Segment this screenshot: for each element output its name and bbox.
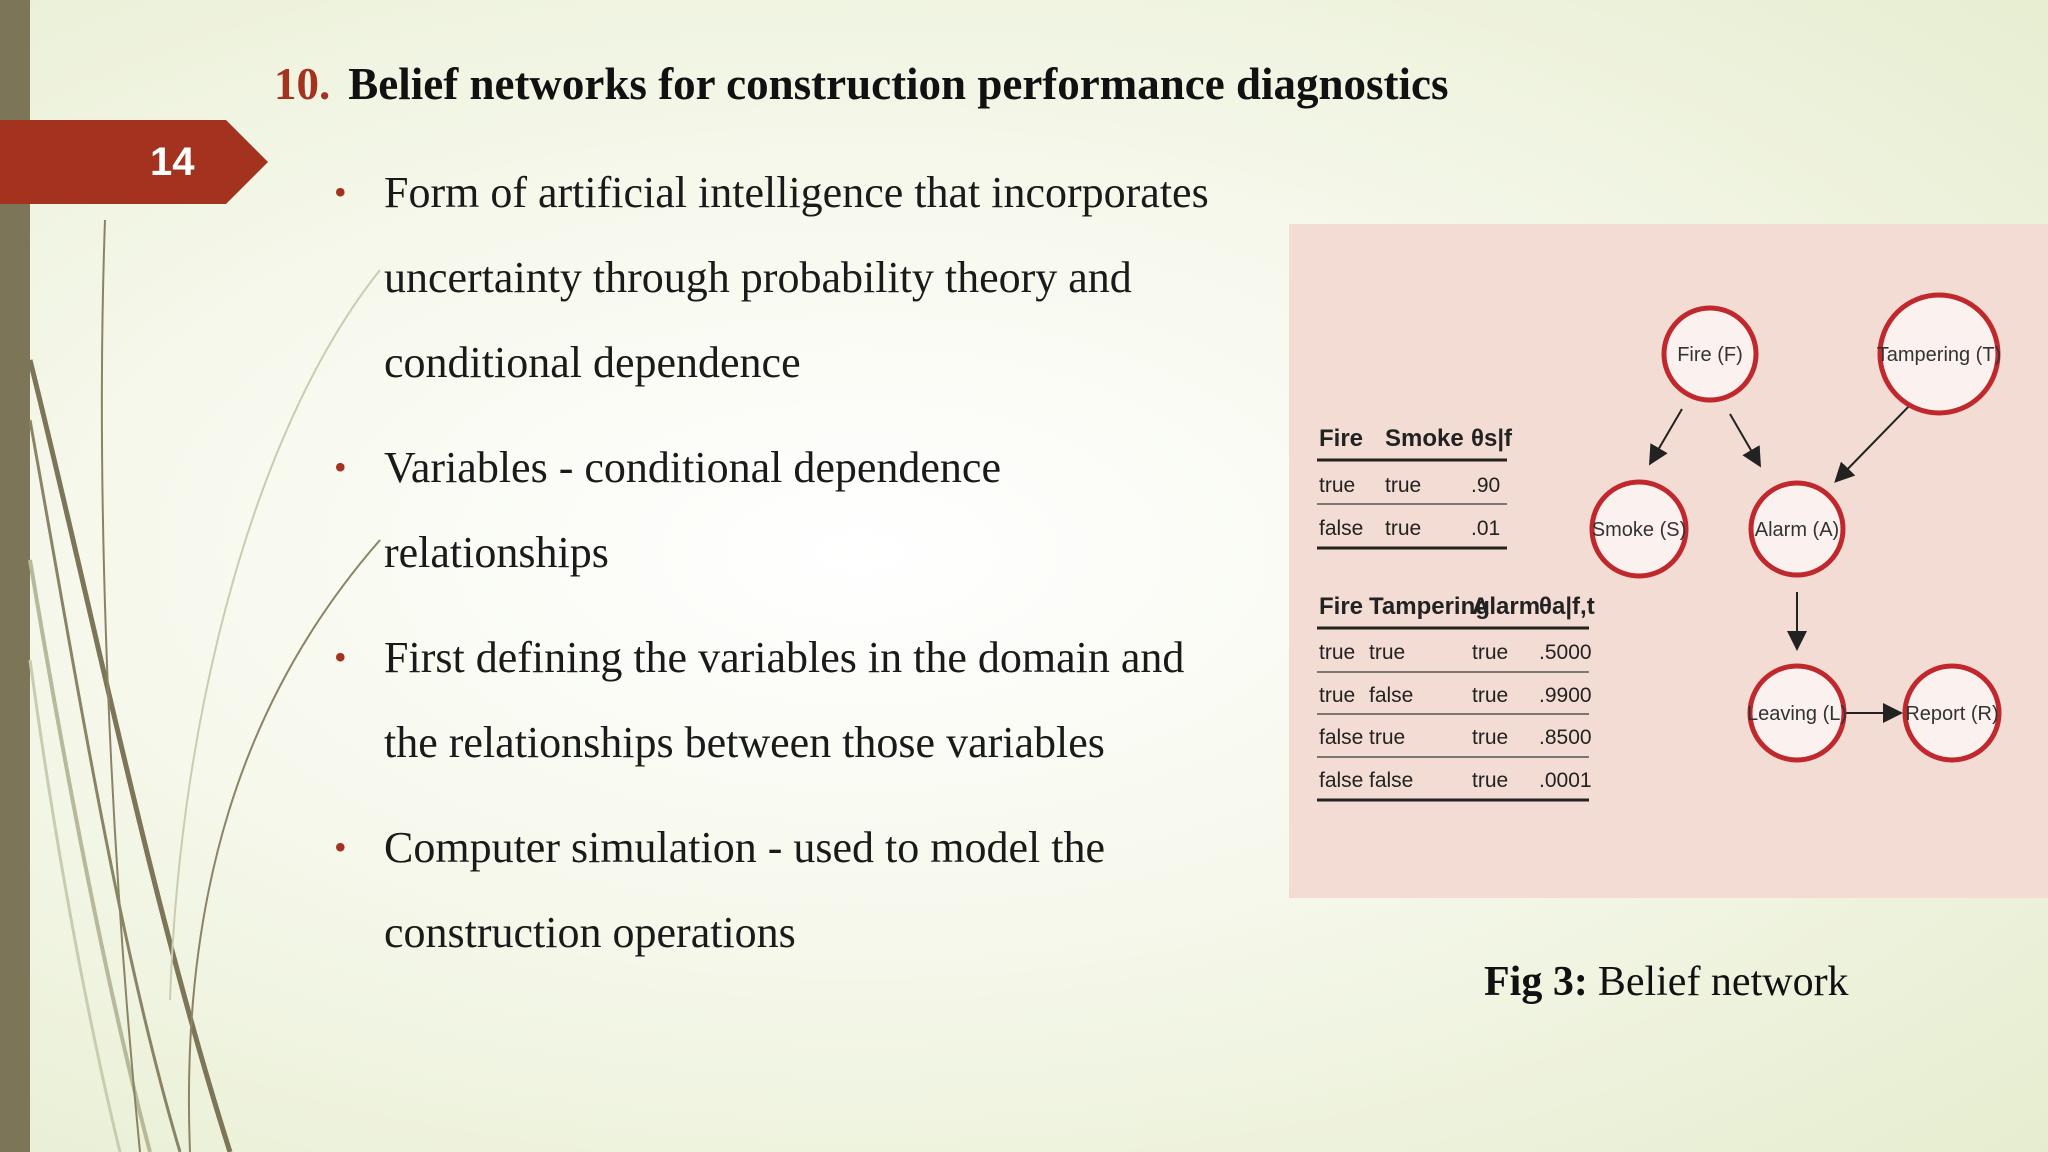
cpt-cell: true [1472, 641, 1509, 664]
bullet-line: Variables - conditional dependence [384, 443, 1001, 492]
node-label: Leaving (L) [1746, 703, 1848, 725]
slide-number: 14 [150, 140, 195, 184]
slide-title [274, 58, 1449, 110]
bullet-item [330, 805, 1310, 975]
cpt-cell: true [1369, 641, 1406, 664]
edge-tampering-alarm [1837, 402, 1913, 480]
bullet-line: Form of artificial intelligence that incorporates [384, 168, 1209, 217]
edge-fire-alarm [1730, 414, 1759, 464]
cpt-header: Tampering [1369, 593, 1490, 620]
cpt-cell: true [1319, 684, 1356, 707]
node-alarm [1751, 483, 1843, 575]
cpt-cell: false [1319, 726, 1364, 749]
node-label: Alarm (A) [1754, 519, 1840, 541]
cpt-cell: .9900 [1539, 684, 1592, 707]
cpt-cell: true [1319, 474, 1356, 497]
smoke-cpt-table [1317, 425, 1513, 548]
cpt-cell: true [1472, 726, 1509, 749]
cpt-header: θs|f [1471, 425, 1513, 452]
cpt-cell: false [1369, 684, 1414, 707]
edge-fire-smoke [1651, 409, 1682, 462]
cpt-cell: false [1319, 769, 1364, 792]
bullet-line: relationships [384, 528, 609, 577]
bullet-line: construction operations [384, 908, 796, 957]
node-label: Fire (F) [1677, 344, 1743, 366]
caption-text: Belief network [1597, 959, 1849, 1005]
node-label: Smoke (S) [1591, 519, 1687, 541]
cpt-cell: .90 [1471, 474, 1501, 497]
bullet-icon: • [334, 172, 347, 212]
slide-number-badge [0, 120, 268, 204]
node-leaving [1747, 666, 1847, 760]
cpt-cell: .8500 [1539, 726, 1592, 749]
caption-label: Fig 3: [1484, 959, 1588, 1005]
cpt-cell: true [1319, 641, 1356, 664]
node-label: Tampering (T) [1876, 344, 2002, 366]
bullet-line: First defining the variables in the domain and [384, 633, 1185, 682]
bullet-list [330, 150, 1310, 995]
bullet-icon: • [334, 827, 347, 867]
cpt-cell: true [1472, 684, 1509, 707]
cpt-cell: .0001 [1539, 769, 1592, 792]
bullet-line: conditional dependence [384, 338, 801, 387]
cpt-cell: .01 [1471, 517, 1501, 540]
belief-network-diagram [1289, 224, 2048, 898]
belief-network-figure [1289, 224, 2048, 898]
cpt-cell: false [1319, 517, 1364, 540]
alarm-cpt-table [1317, 593, 1595, 800]
node-fire [1664, 308, 1756, 400]
cpt-header: θa|f,t [1539, 593, 1595, 620]
cpt-header: Fire [1319, 593, 1364, 620]
node-report [1905, 666, 1999, 760]
cpt-header: Smoke [1385, 425, 1464, 452]
cpt-cell: .5000 [1539, 641, 1592, 664]
cpt-cell: true [1385, 474, 1422, 497]
node-label: Report (R) [1905, 703, 1999, 725]
bullet-icon: • [334, 447, 347, 487]
cpt-header: Alarm [1472, 593, 1541, 620]
bullet-line: the relationships between those variables [384, 718, 1105, 767]
bullet-item [330, 615, 1310, 785]
node-tampering [1877, 295, 2001, 413]
node-smoke [1592, 482, 1686, 576]
cpt-cell: true [1369, 726, 1406, 749]
bullet-line: uncertainty through probability theory and [384, 253, 1132, 302]
cpt-cell: true [1385, 517, 1422, 540]
bullet-icon: • [334, 637, 347, 677]
figure-caption [1484, 958, 1849, 1006]
title-text: Belief networks for construction performance diagnostics [348, 59, 1449, 109]
bullet-item [330, 150, 1310, 405]
cpt-header: Fire [1319, 425, 1364, 452]
title-number: 10. [274, 59, 331, 109]
cpt-cell: false [1369, 769, 1414, 792]
bullet-item [330, 425, 1310, 595]
bullet-line: Computer simulation - used to model the [384, 823, 1106, 872]
cpt-cell: true [1472, 769, 1509, 792]
